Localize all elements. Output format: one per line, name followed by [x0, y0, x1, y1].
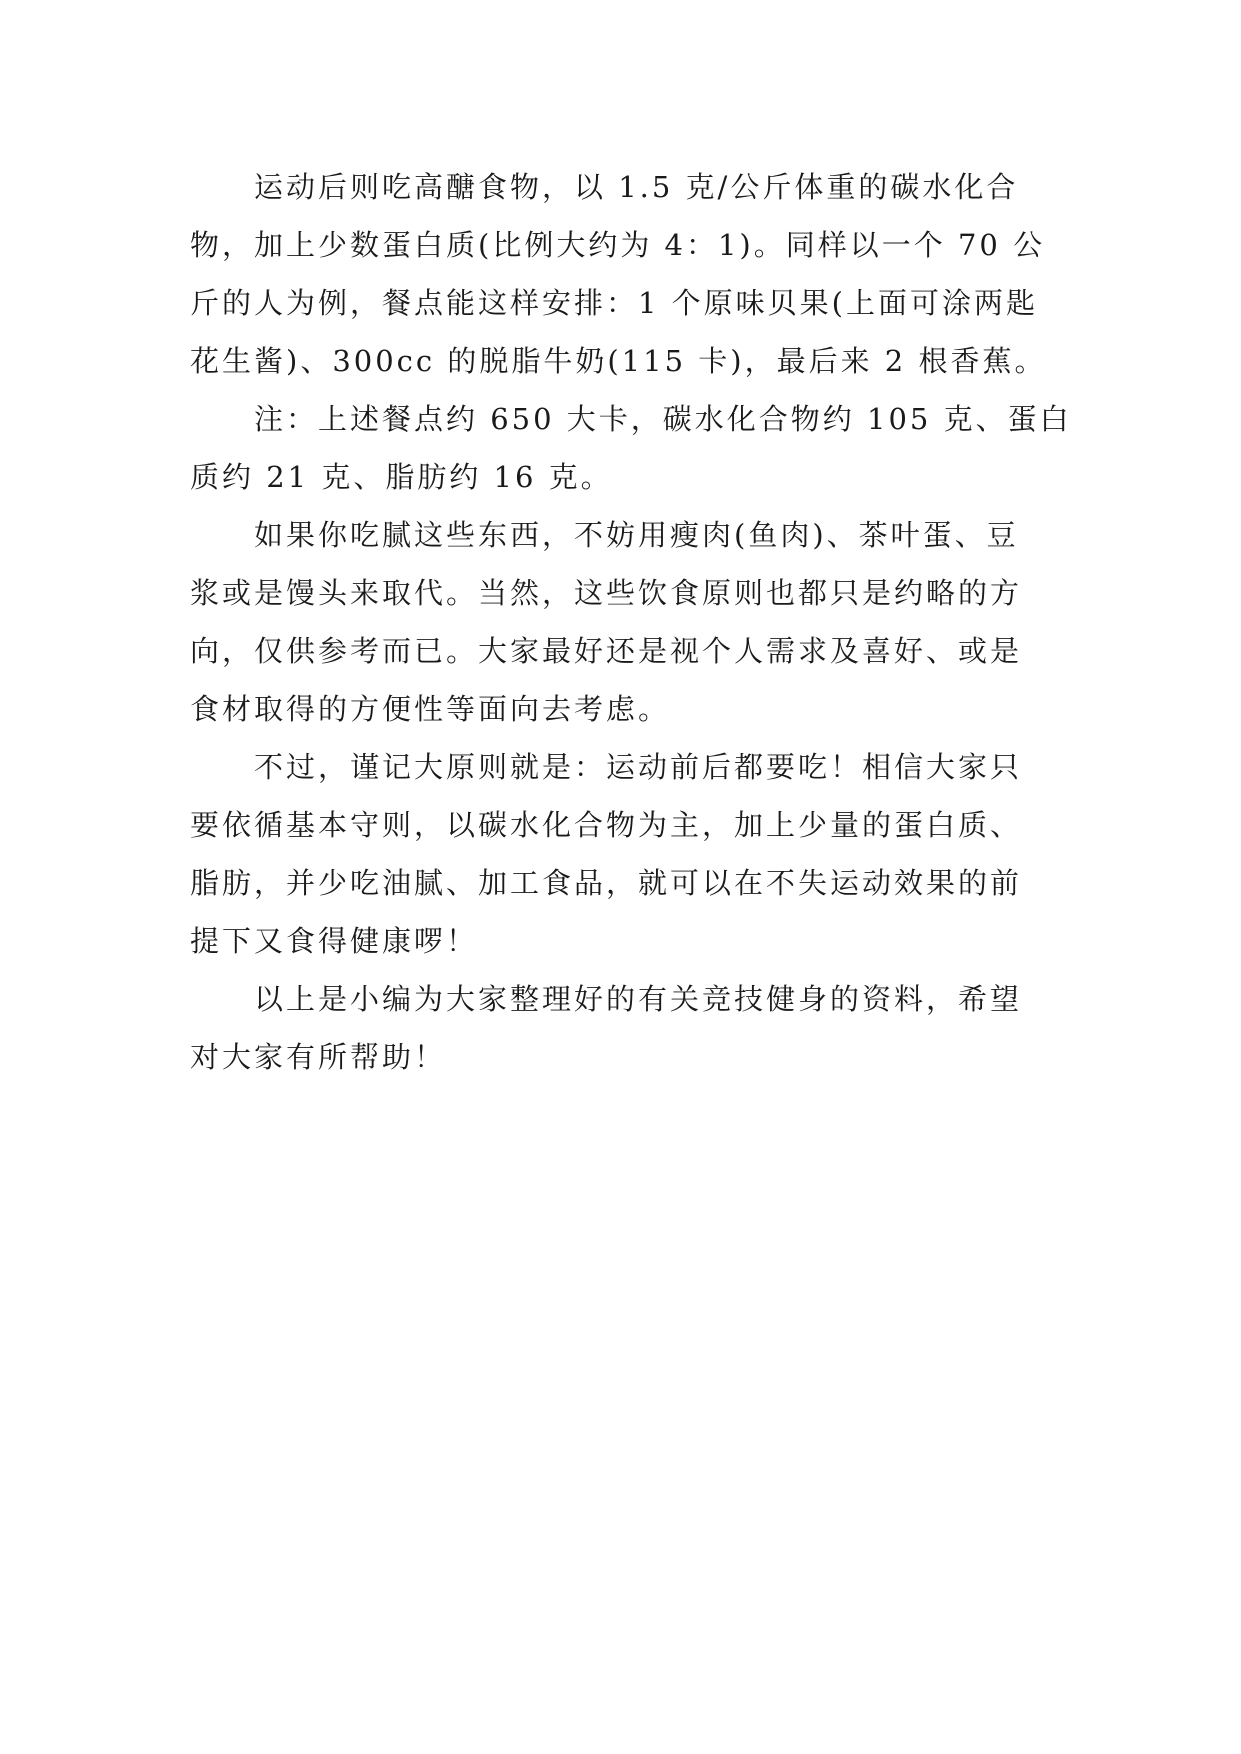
paragraph-line: 质约 21 克、脂肪约 16 克。 [190, 460, 613, 494]
paragraph-line: 向，仅供参考而已。大家最好还是视个人需求及喜好、或是 [190, 634, 1023, 668]
paragraph-line: 对大家有所帮助！ [190, 1040, 447, 1074]
paragraph-line: 运动后则吃高醣食物，以 1.5 克/公斤体重的碳水化合 [254, 170, 1019, 204]
paragraph-closing [190, 970, 1090, 1086]
paragraph-note [190, 390, 1090, 506]
paragraph-line: 提下又食得健康啰！ [190, 924, 479, 958]
paragraph-principle [190, 738, 1090, 970]
paragraph-line: 要依循基本守则，以碳水化合物为主，加上少量的蛋白质、 [190, 808, 1023, 842]
paragraph-line: 斤的人为例，餐点能这样安排：1 个原味贝果(上面可涂两匙 [190, 286, 1038, 320]
paragraph-line: 浆或是馒头来取代。当然，这些饮食原则也都只是约略的方 [190, 576, 1023, 610]
paragraph-line: 不过，谨记大原则就是：运动前后都要吃！相信大家只 [254, 750, 1023, 784]
paragraph-post-exercise-meal [190, 158, 1090, 390]
paragraph-line: 花生酱)、300cc 的脱脂牛奶(115 卡)，最后来 2 根香蕉。 [190, 344, 1047, 378]
paragraph-alternatives [190, 506, 1090, 738]
paragraph-line: 物，加上少数蛋白质(比例大约为 4：1)。同样以一个 70 公 [190, 228, 1046, 262]
paragraph-line: 脂肪，并少吃油腻、加工食品，就可以在不失运动效果的前 [190, 866, 1023, 900]
paragraph-line: 注：上述餐点约 650 大卡，碳水化合物约 105 克、蛋白 [254, 402, 1072, 436]
paragraph-line: 如果你吃腻这些东西，不妨用瘦肉(鱼肉)、茶叶蛋、豆 [254, 518, 1019, 552]
document-body [190, 158, 1090, 1086]
paragraph-line: 食材取得的方便性等面向去考虑。 [190, 692, 671, 726]
paragraph-line: 以上是小编为大家整理好的有关竞技健身的资料，希望 [254, 982, 1023, 1016]
